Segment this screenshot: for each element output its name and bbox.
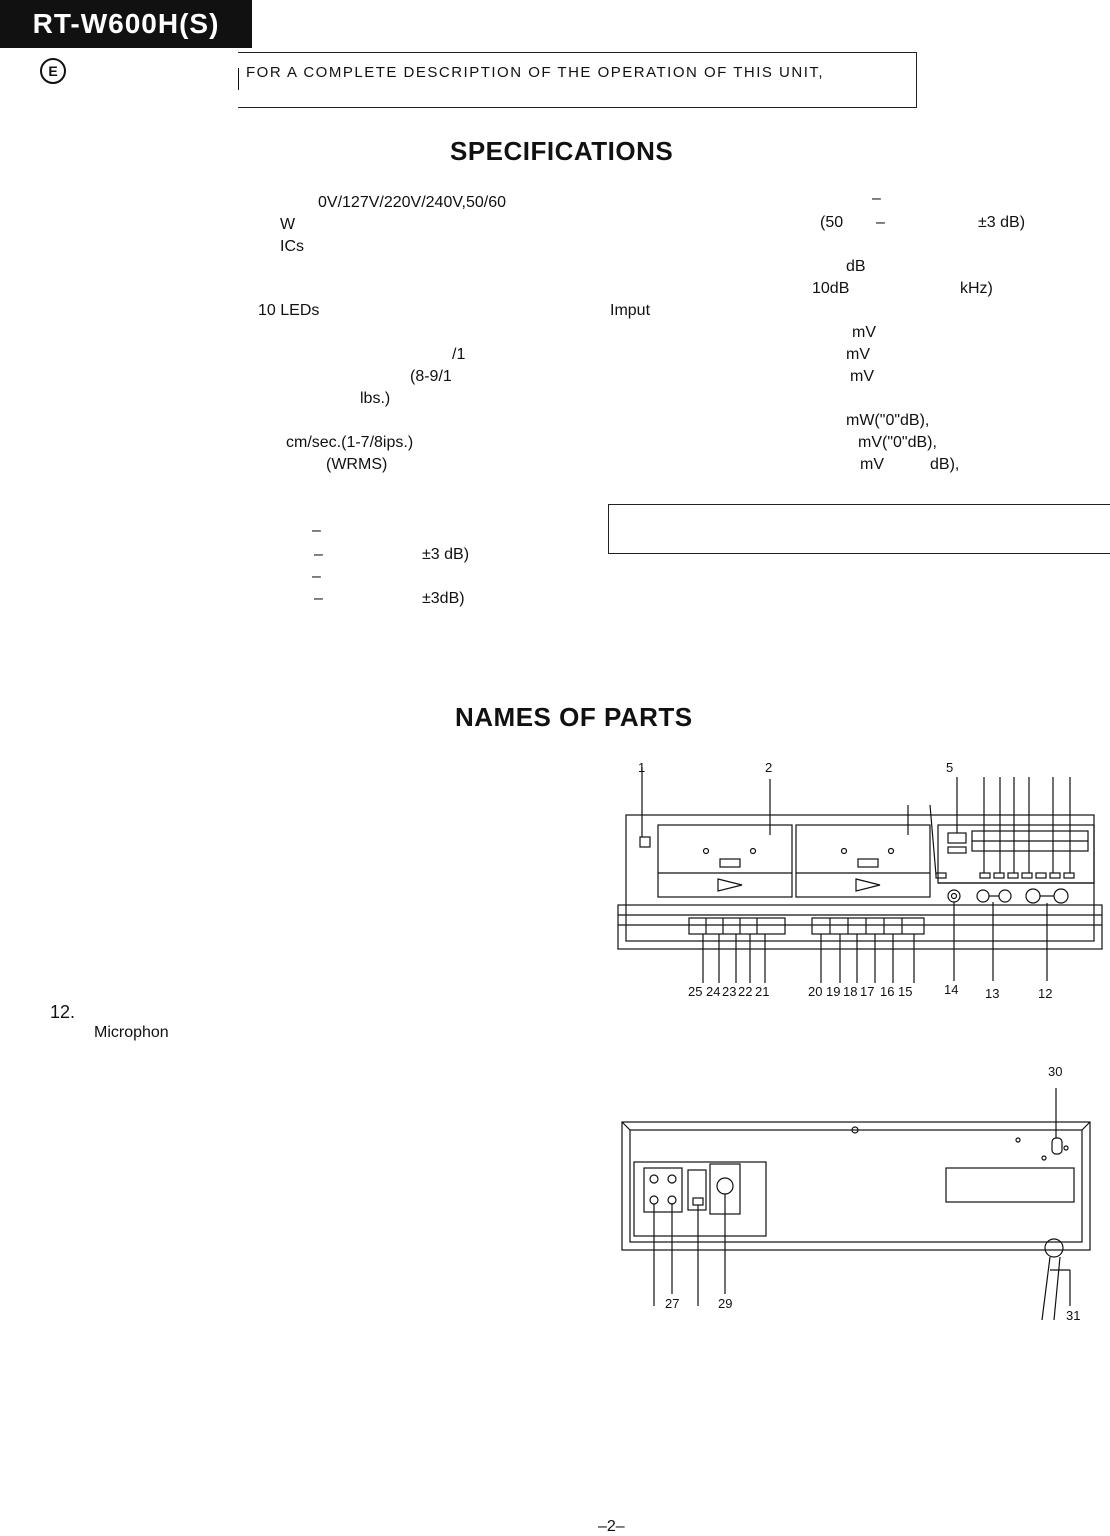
callout-21: 21 <box>755 984 770 999</box>
spec-left-9: – <box>312 522 321 539</box>
callout-18: 18 <box>843 984 858 999</box>
spec-left-8: (WRMS) <box>326 456 388 473</box>
spec-right-10: mV <box>850 368 874 385</box>
spec-left-0: 0V/127V/220V/240V,50/60 <box>318 194 507 211</box>
spec-right-6: kHz) <box>960 280 993 297</box>
callout-14: 14 <box>944 982 959 997</box>
callout-23: 23 <box>722 984 737 999</box>
callout-2: 2 <box>765 760 773 775</box>
callout-31: 31 <box>1066 1308 1081 1323</box>
spec-left-2: ICs <box>280 238 304 255</box>
model-badge: RT-W600H(S) <box>0 0 252 48</box>
callout-24: 24 <box>706 984 721 999</box>
spec-right-3: ±3 dB) <box>978 214 1026 231</box>
callout-16: 16 <box>880 984 895 999</box>
parts-list-item-12: 12. <box>50 1002 76 1022</box>
spec-right-13: mV <box>860 456 884 473</box>
callout-13: 13 <box>985 986 1000 1001</box>
spec-right-4: dB <box>846 258 866 275</box>
spec-left-4: /1 <box>452 346 466 363</box>
spec-right-0: – <box>872 190 881 207</box>
rear-panel-diagram <box>610 1080 1105 1325</box>
spec-left-11: ±3 dB) <box>422 546 470 563</box>
spec-left-5: (8-9/1 <box>410 368 452 385</box>
spec-left-12: – <box>312 568 321 585</box>
region-mark-icon: E <box>40 58 66 84</box>
names-of-parts-title: NAMES OF PARTS <box>455 702 693 732</box>
spec-right-1: (50 <box>820 214 844 231</box>
callout-19: 19 <box>826 984 841 999</box>
callout-15: 15 <box>898 984 913 999</box>
callout-1: 1 <box>638 760 646 775</box>
spec-right-9: mV <box>846 346 870 363</box>
spec-left-10: – <box>314 546 323 563</box>
callout-27: 27 <box>665 1296 680 1311</box>
front-panel-diagram <box>600 755 1105 1005</box>
spec-right-7: Imput <box>610 302 651 319</box>
callout-30: 30 <box>1048 1064 1063 1079</box>
spec-left-7: cm/sec.(1-7/8ips.) <box>286 434 414 451</box>
spec-right-12: mV("0"dB), <box>858 434 937 451</box>
spec-left-13: – <box>314 590 323 607</box>
spec-right-8: mV <box>852 324 876 341</box>
callout-5: 5 <box>946 760 954 775</box>
callout-12: 12 <box>1038 986 1053 1001</box>
spec-right-5: 10dB <box>812 280 850 297</box>
specifications-title: SPECIFICATIONS <box>450 136 674 166</box>
notice-bar <box>238 68 239 90</box>
page-number: –2– <box>598 1518 625 1535</box>
callout-20: 20 <box>808 984 823 999</box>
spec-right-14: dB), <box>930 456 960 473</box>
parts-list-fragment: Microphon <box>94 1024 169 1041</box>
spec-right-2: – <box>876 214 885 231</box>
callout-22: 22 <box>738 984 753 999</box>
spec-left-1: W <box>280 216 296 233</box>
spec-right-11: mW("0"dB), <box>846 412 930 429</box>
callout-17: 17 <box>860 984 875 999</box>
callout-25: 25 <box>688 984 703 999</box>
notice-text: FOR A COMPLETE DESCRIPTION OF THE OPERATION OF THIS UNIT, <box>246 64 825 81</box>
spec-left-3: 10 LEDs <box>258 302 320 319</box>
spec-left-14: ±3dB) <box>422 590 465 607</box>
spec-left-6: lbs.) <box>360 390 391 407</box>
note-box <box>608 504 1110 554</box>
callout-29: 29 <box>718 1296 733 1311</box>
